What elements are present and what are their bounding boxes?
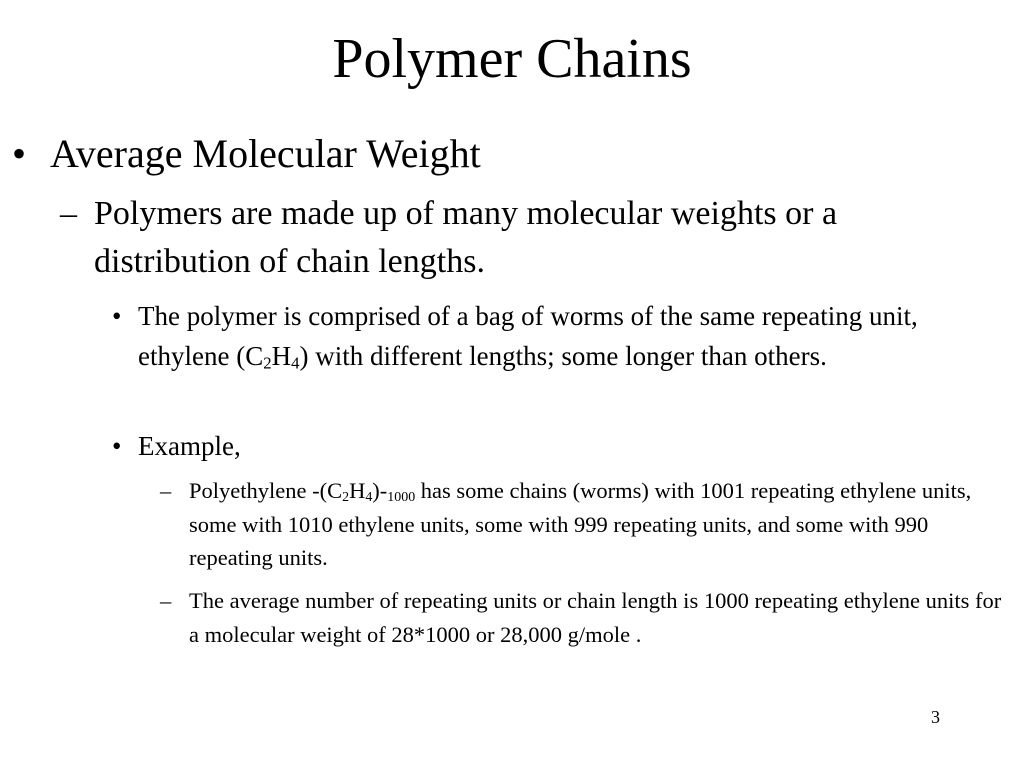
example-text <box>160 474 1016 575</box>
bullet-text: Average Molecular Weight <box>50 131 481 176</box>
subscript: 1000 <box>387 490 416 506</box>
text-segment: The polymer is comprised of a bag of worms of the same repeating unit, ethylene (C <box>138 301 918 371</box>
subsubbullet-bag-of-worms <box>112 296 972 376</box>
subscript: 4 <box>365 490 373 506</box>
example-item-polyethylene <box>160 474 1016 575</box>
subsubbullet-text: Example, <box>138 431 241 461</box>
subbullet-polymers-distribution <box>60 190 980 286</box>
text-segment: ) with different lengths; some longer than others. <box>299 341 827 371</box>
example-item-average <box>160 584 1016 651</box>
text-segment: has some chains (worms) with 1001 repeating ethylene units, some with 1010 ethylene units, some with 999 repeating units, and some with 990 repeating units. <box>189 478 972 570</box>
subscript: 2 <box>342 490 350 506</box>
text-segment: H <box>349 478 366 503</box>
text-segment: )- <box>372 478 388 503</box>
dash-marker: – <box>160 478 172 503</box>
subbullet-text: Polymers are made up of many molecular weights or a distribution of chain lengths. <box>94 195 838 280</box>
subsubbullet-text <box>112 296 972 376</box>
bullet-marker: • <box>112 301 122 331</box>
slide-title: Polymer Chains <box>332 28 692 90</box>
dash-marker: – <box>60 195 77 232</box>
bullet-marker: • <box>12 131 27 176</box>
example-text: The average number of repeating units or chain length is 1000 repeating ethylene units for a molecular weight of 28*1000 or 28,000 g/mole . <box>189 588 1002 647</box>
subsubbullet-example <box>112 426 972 466</box>
bullet-marker: • <box>112 431 122 461</box>
text-segment: Polyethylene -(C <box>189 478 343 503</box>
subscript: 2 <box>263 353 272 373</box>
page-number: 3 <box>931 707 940 727</box>
dash-marker: – <box>160 588 172 613</box>
text-segment: H <box>271 341 292 371</box>
subscript: 4 <box>291 353 300 373</box>
